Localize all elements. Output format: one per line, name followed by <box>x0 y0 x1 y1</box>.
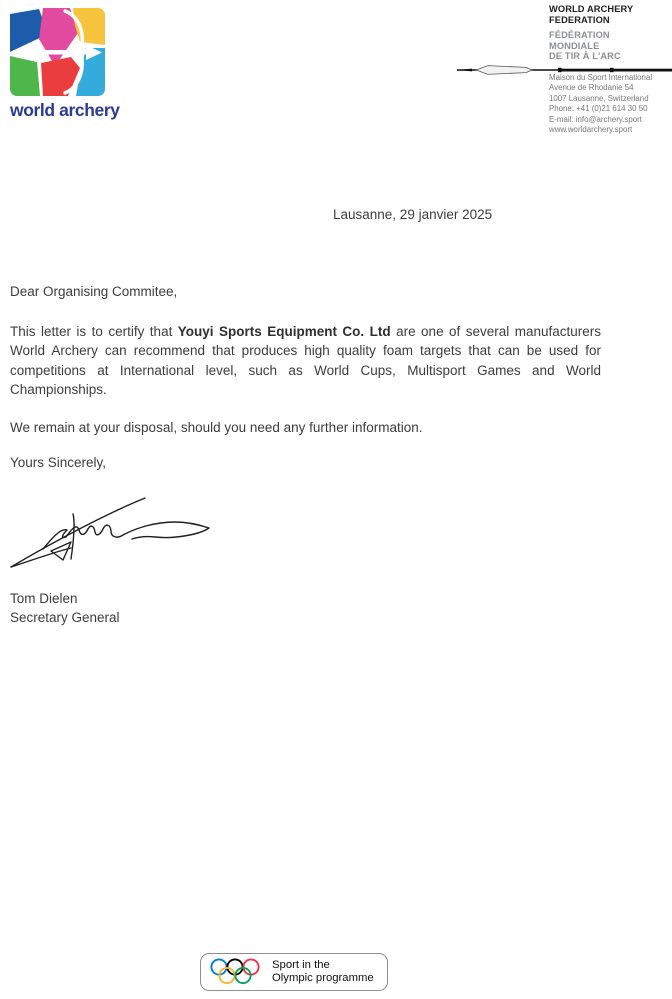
body-text-suffix: are one of several manufacturers World Archery can recommend that produces high quality foam targets that can be used for competitions at International level, such as World Cups, Multisport Games and World Championships. <box>10 324 602 397</box>
contact-line: Phone: +41 (0)21 614 30 50 <box>549 104 648 114</box>
world-archery-logo <box>10 8 120 121</box>
federation-fr-line1: FÉDÉRATION <box>549 30 610 40</box>
closing-line: We remain at your disposal, should you need any further information. <box>10 420 423 435</box>
valediction: Yours Sincerely, <box>10 455 107 470</box>
salutation: Dear Organising Commitee, <box>10 284 178 299</box>
contact-email: E-mail: info@archery.sport <box>549 114 642 124</box>
wordmark-text: world archery <box>10 100 120 120</box>
olympic-programme-badge <box>200 953 388 991</box>
contact-address <box>549 73 652 135</box>
federation-en-line2: FEDERATION <box>549 14 610 25</box>
contact-line: 1007 Lausanne, Switzerland <box>549 93 649 103</box>
dateline: Lausanne, 29 janvier 2025 <box>333 207 493 222</box>
signer-block <box>10 589 120 628</box>
olympic-programme-label <box>272 959 374 985</box>
federation-names <box>549 4 633 62</box>
signature-icon <box>3 487 218 569</box>
federation-fr-line3: DE TIR À L'ARC <box>549 51 621 61</box>
body-text-prefix: This letter is to certify that <box>10 324 178 339</box>
olympic-rings-icon <box>208 957 264 987</box>
signer-name: Tom Dielen <box>10 591 78 606</box>
contact-website: www.worldarchery.sport <box>549 125 633 135</box>
signer-title: Secretary General <box>10 610 120 626</box>
world-archery-logo-icon <box>10 8 105 96</box>
olympic-programme-line1: Sport in the <box>272 959 330 971</box>
federation-fr-line2: MONDIALE <box>549 40 600 51</box>
olympic-programme-line2: Olympic programme <box>272 972 374 984</box>
contact-line: Maison du Sport International <box>549 73 653 82</box>
federation-en-line1: WORLD ARCHERY <box>549 4 634 14</box>
company-name: Youyi Sports Equipment Co. Ltd <box>177 324 391 339</box>
body-paragraph <box>10 322 601 399</box>
contact-line: Avenue de Rhodanie 54 <box>549 83 634 93</box>
